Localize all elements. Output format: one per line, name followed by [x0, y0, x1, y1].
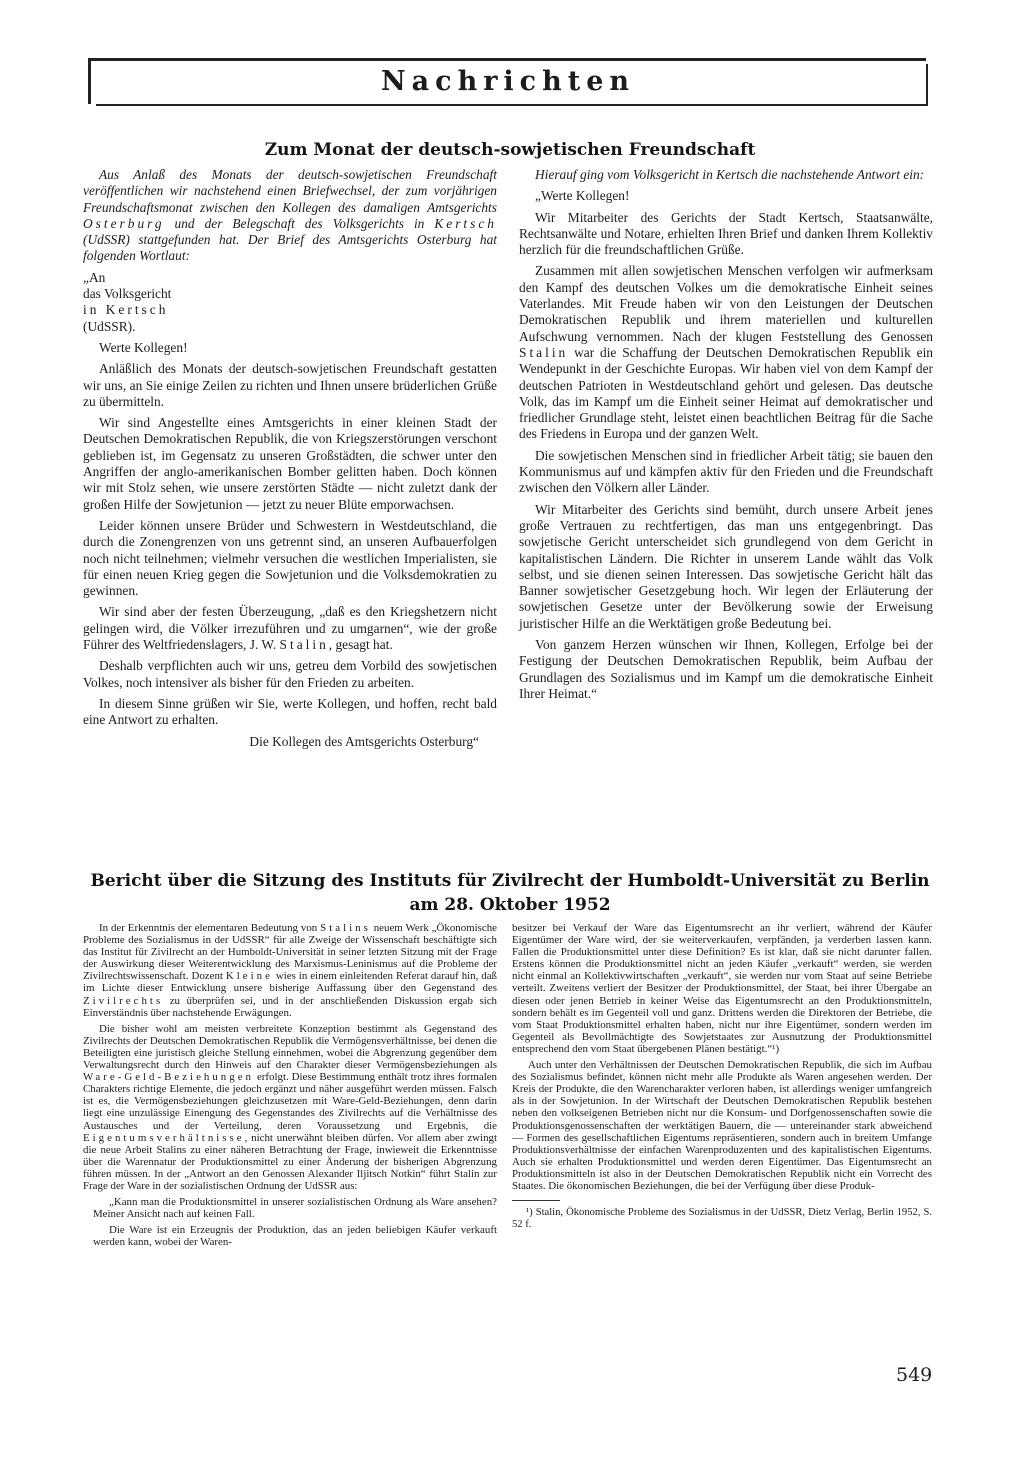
article1-column-right — [519, 167, 933, 707]
intro-text: (UdSSR) stattgefunden hat. Der Brief des Amtsgerichts Osterburg hat folgenden Wortlaut: — [83, 232, 497, 264]
article1-heading: Zum Monat der deutsch-sowjetischen Freundschaft — [264, 140, 756, 160]
paragraph-text: zu überprüfen sei, und in der anschließenden Diskussion ergab sich Einverständnis über nachstehende Erwägungen. — [83, 994, 497, 1019]
letter1-address — [83, 270, 497, 335]
spaced-term: Zivilrechts — [83, 994, 164, 1007]
article2-column-left — [83, 922, 497, 1252]
letter2-paragraph: Wir Mitarbeiter des Gerichts sind bemüht, durch unsere Arbeit jenes große Vertrauen zu rechtfertigen, das man uns entgegenbringt. Das sowjetische Gericht unterscheidet sich grundlegend von dem Gericht in kapitalistischen Ländern. Die Richter in unserem Lande wählt das Volk selbst, und sie dienen seinen Interessen. Das sowjetische Gericht hält das Banner sowjetischer Gesetzgebung hoch. Wir legen der Erläuterung der sowjetischen Gesetze unter der Bevölkerung sowie der Erweisung juristischer Hilfe an die Werktätigen große Bedeutung bei. — [519, 501, 933, 631]
letter1-paragraph: Deshalb verpflichten auch wir uns, getreu dem Vorbild des sowjetischen Volkes, noch intensiver als bisher für den Frieden zu arbeiten. — [83, 658, 497, 690]
article2-column-right — [512, 922, 932, 1235]
spaced-name: Stalin — [279, 637, 329, 653]
paragraph-text: Die bisher wohl am meisten verbreitete Konzeption bestimmt als Gegenstand des Zivilrechts der Deutschen Demokratischen Republik die Vermögensverhältnisse, bei denen die Beteiligten eine juristisch gleiche Stellung einnehmen, wobei die Abgrenzung gegenüber dem Verwaltungsrecht durch den Hinweis auf den Charakter dieser Vermögensbeziehungen als — [83, 1022, 497, 1072]
stalin-quote-continued: besitzer bei Verkauf der Ware das Eigentumsrecht an ihr verliert, während der Käufer Eigentümer der Ware wird, der sie weiterverkaufen, verpfänden, ja verderben lassen kann. Fallen die Produktionsmittel unter diese Definition? Es ist klar, daß sie nicht darunter fallen. Erstens können die Produktionsmittel nicht an jeden Käufer „verkauft“ werden, sie werden nicht einmal an Kollektivwirtschaften „verkauft“, sie werden nur vom Staat auf seine Betriebe verteilt. Zweitens verliert der Besitzer der Produktionsmittel, der Staat, bei ihrer Übergabe an diesen oder jenen Betrieb in keiner Weise das Eigentumsrecht an den Produktionsmitteln, sondern behält es im Gegenteil voll und ganz. Drittens werden die Direktoren der Betriebe, die vom Staat Produktionsmittel erhalten haben, nicht nur ihre Eigentümer, sondern werden im Gegenteil als Bevollmächtigte des Sowjetstaates zur Ausnutzung der Produktionsmittel entsprechend den vom Staat übergebenen Plänen bestätigt.“¹) — [512, 922, 932, 1055]
article1-column-left — [83, 167, 497, 755]
article2-heading-line: am 28. Oktober 1952 — [409, 895, 611, 915]
letter1-paragraph: Anläßlich des Monats der deutsch-sowjetischen Freundschaft gestatten wir uns, an Sie einige Zeilen zu richten und Ihnen unsere brüderlichen Grüße zu übermitteln. — [83, 361, 497, 409]
intro-text: und der Belegschaft des Volksgerichts in — [164, 215, 435, 231]
letter1-paragraph: In diesem Sinne grüßen wir Sie, werte Kollegen, und hoffen, recht bald eine Antwort zu erhalten. — [83, 695, 497, 728]
article2-paragraph: Auch unter den Verhältnissen der Deutschen Demokratischen Republik, die sich im Aufbau des Sozialismus befindet, können nicht mehr alle Produkte als Waren angesehen werden. Der Kreis der Produkte, die den Warencharakter verloren haben, ist allerdings weniger umfangreich als in der Sowjetunion. In der Wirtschaft der Deutschen Demokratischen Republik bestehen neben den volkseigenen Betrieben nicht nur die Konsum- und Dorfgenossenschaften sowie die Produktionsgenossenschaften der werktätigen Bauern, die — untereinander stark abweichend — Formen des gesellschaftlichen Eigentums repräsentieren, sondern auch in breitem Umfange Produktionsverhältnisse der einfachen Warenproduzenten und des kapitalistischen Eigentums. Auch sie erhalten Produktionsmittel und werden deren Eigentümer. Das Eigentumsrecht an Produktionsmitteln ist also in der Deutschen Demokratischen Republik nicht ein Vorrecht des Staates. Die ökonomischen Beziehungen, die bei der Verfügung über diese Produk- — [512, 1059, 932, 1192]
paragraph-text: , nicht unerwähnt bleiben dürfen. Vor allem aber zwingt die neue Arbeit Stalins zu einer näheren Betrachtung der Frage, inwieweit die Erkenntnisse über die Warennatur der Produktionsmittel zu einer Änderung der bisherigen Abgrenzung führen müssen. In der „Antwort an den Genossen Alexander Iljitsch Notkin“ führt Stalin zur Frage der Ware in der sozialistischen Ordnung der UdSSR aus: — [83, 1131, 497, 1192]
article2-paragraph — [83, 922, 497, 1019]
article2-heading — [80, 869, 940, 917]
paragraph-text: war die Schaffung der Deutschen Demokratischen Republik ein Wendepunkt in der Geschichte Europas. Wir haben viel von dem Kampf der deutschen Patrioten in Westdeutschland gehört und gelesen. Das deutsche Volk, das im Kampf um die Einheit seiner Heimat auf demokratischer und friedlicher Grundlage steht, leistet einen beachtlichen Beitrag für die Sache des Friedens in Europa und der ganzen Welt. — [519, 344, 933, 442]
spaced-term: Ware-Geld-Beziehungen — [83, 1071, 254, 1084]
letter2-paragraph: Wir Mitarbeiter des Gerichts der Stadt Kertsch, Staatsanwälte, Rechtsanwälte und Notare, erhielten Ihren Brief und danken Ihrem Kollektiv herzlich für die freundschaftlichen Grüße. — [519, 209, 933, 258]
paragraph-text: In der Erkenntnis der elementaren Bedeutung von — [99, 922, 321, 934]
letter2-paragraph: Von ganzem Herzen wünschen wir Ihnen, Kollegen, Erfolge bei der Festigung der Deutschen Demokratischen Republik, beim Aufbau der Grundlagen des Sozialismus und im Kampf um die demokratische Einheit Ihrer Heimat.“ — [519, 637, 933, 701]
letter2-paragraph — [519, 263, 933, 442]
page-number: 549 — [896, 1364, 933, 1386]
section-masthead — [88, 58, 928, 106]
address-line: das Volksgericht — [83, 286, 172, 302]
paragraph-text: Wir sind aber der festen Überzeugung, „daß es den Kriegshetzern nicht gelingen wird, die Völker irrezuführen und zu umgarnen“, wie der große Führer des Weltfriedenslagers, J. W. — [83, 604, 497, 653]
spaced-name: Kleine — [225, 970, 273, 983]
address-place: in Kertsch — [83, 302, 169, 318]
letter1-signature: Die Kollegen des Amtsgerichts Osterburg“ — [249, 733, 479, 749]
article1-intro — [83, 167, 497, 265]
address-line — [83, 302, 497, 335]
letter2-greeting: „Werte Kollegen! — [535, 188, 630, 204]
reply-intro: Hierauf ging vom Volksgericht in Kertsch die nachstehende Antwort ein: — [535, 167, 925, 182]
intro-place-osterburg: Osterburg — [83, 215, 165, 231]
intro-place-kertsch: Kertsch — [434, 215, 497, 231]
letter1-paragraph: Leider können unsere Brüder und Schwestern in Westdeutschland, die durch die Zonengrenzen von uns getrennt sind, an unseren Aufbauerfolgen noch nicht teilnehmen; vielmehr versuchen die westlichen Imperialisten, sie für einen neuen Krieg gegen die Sowjetunion und die Volksdemokratien zu gewinnen. — [83, 517, 497, 599]
spaced-name: Stalin — [519, 344, 569, 360]
paragraph-text: neuem Werk „Ökonomische Probleme des Sozialismus in der UdSSR“ für alle Zweige der Wissenschaft beschäftigte sich das Institut für Zivilrecht an der Humboldt-Universität in seiner letzten Sitzung mit der Frage der Auswirkung dieser Weiterentwicklung des Marxismus-Leninismus auf die Probleme der Zivilrechtswissenschaft. Dozent — [83, 922, 498, 983]
letter1-greeting: Werte Kollegen! — [99, 339, 188, 355]
letter1-paragraph — [83, 604, 497, 653]
spaced-name: Stalins — [320, 922, 371, 934]
address-line: „An — [83, 269, 106, 285]
paragraph-text: , gesagt hat. — [328, 637, 393, 653]
letter1-paragraph: Wir sind Angestellte eines Amtsgerichts in einer kleinen Stadt der Deutschen Demokratischen Republik, die von Kriegszerstörungen verschont geblieben ist, im Gegensatz zu unseren Großstädten, die schwer unter den Angriffen der anglo-amerikanischen Bomber gelitten haben. Doch können wir mit Stolz sehen, wie unsere zerstörten Städte — nicht zuletzt dank der großen Hilfe der Sowjetunion — jetzt zu neuer Blüte emporwachsen. — [83, 415, 497, 512]
address-country: (UdSSR). — [83, 318, 136, 334]
article2-paragraph — [83, 1023, 497, 1192]
paragraph-text: Zusammen mit allen sowjetischen Menschen verfolgen wir aufmerksam den Kampf des deutschen Volkes um die demokratische Einheit seines Vaterlandes. Mit Freude haben wir von den Leistungen der Deutschen Demokratischen Republik und ihrem materiellen und kulturellen Aufschwung vernommen. Nach der klugen Feststellung des Genossen — [519, 263, 933, 344]
masthead-rule-bottom — [96, 104, 928, 106]
article2-heading-line: Bericht über die Sitzung des Instituts für Zivilrecht der Humboldt-Universität zu Berlin — [90, 871, 930, 891]
paragraph-text: wies in einem einleitenden Referat darauf hin, daß im Lichte dieser Entwicklung unsere bisherige Auffassung über den Gegenstand des — [83, 970, 498, 995]
masthead-rule-top — [88, 58, 926, 61]
spaced-term: Eigentumsverhältnisse — [83, 1131, 245, 1144]
stalin-quote: Die Ware ist ein Erzeugnis der Produktion, das an jeden beliebigen Käufer verkauft werden kann, wobei der Waren- — [93, 1224, 497, 1249]
letter2-paragraph: Die sowjetischen Menschen sind in friedlicher Arbeit tätig; sie bauen den Kommunismus auf und kämpfen aktiv für den Frieden und die Freundschaft zwischen den Völkern aller Länder. — [519, 447, 933, 496]
footnote-divider — [512, 1200, 560, 1201]
paragraph-text: erfolgt. Diese Bestimmung enthält trotz ihres formalen Charakters richtige Elemente, die jedoch ergänzt und näher ausgeführt werden müssen. Falsch ist es, die Vermögensbeziehungen gleichzusetzen mit Ware-Geld-Beziehungen, denn darin liegt eine unzulässige Einengung des Gegenstandes des Zivilrechts auf die Verhältnisse des Austausches und der Verteilung, deren Voraussetzung und Ergebnis, die — [83, 1071, 497, 1132]
intro-text: Aus Anlaß des Monats der deutsch-sowjetischen Freundschaft veröffentlichen wir nachstehend einen Briefwechsel, der zum vorjährigen Freundschaftsmonat zwischen den Kollegen des damaligen Amtsgerichts — [83, 167, 497, 215]
section-title: Nachrichten — [380, 66, 636, 97]
footnote: ¹) Stalin, Ökonomische Probleme des Sozialismus in der UdSSR, Dietz Verlag, Berlin 1952, S. 52 f. — [512, 1207, 932, 1231]
stalin-quote: „Kann man die Produktionsmittel in unserer sozialistischen Ordnung als Ware ansehen? Meiner Ansicht nach auf keinen Fall. — [93, 1196, 497, 1221]
